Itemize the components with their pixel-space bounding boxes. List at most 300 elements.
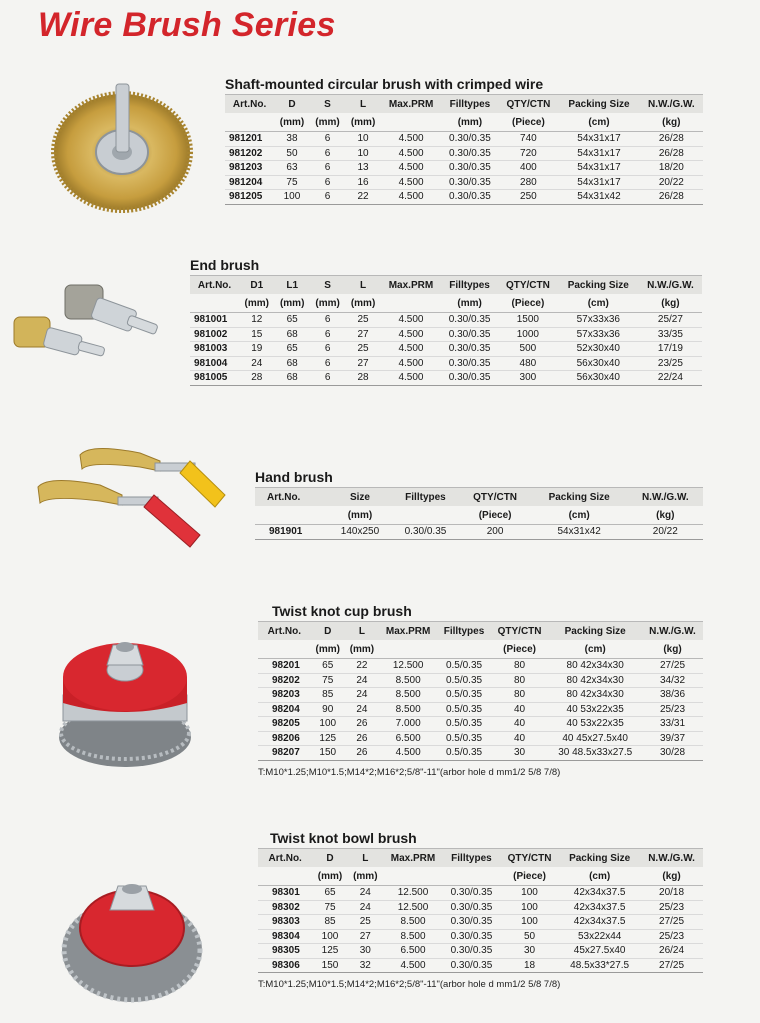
column-header: L <box>345 622 379 641</box>
section-title: Twist knot cup brush <box>272 603 412 619</box>
section-end-brush <box>190 255 702 386</box>
table-cell: 25/23 <box>640 929 703 944</box>
table-cell: 26/28 <box>640 146 703 161</box>
table-cell: 24 <box>239 356 274 371</box>
table-cell: 63 <box>274 161 310 176</box>
table-cell: 6 <box>310 161 346 176</box>
unit-label: (Piece) <box>500 867 559 886</box>
unit-label: (mm) <box>345 113 381 132</box>
table-cell: 26 <box>345 717 379 732</box>
table-cell: 0.5/0.35 <box>437 717 491 732</box>
table-cell: 6 <box>310 342 345 357</box>
table-cell: 30/28 <box>642 746 703 761</box>
table-cell: 65 <box>312 886 347 901</box>
table-cell: 7.000 <box>379 717 437 732</box>
spec-table <box>225 94 703 205</box>
table-cell: 25/27 <box>639 313 702 328</box>
table-row <box>190 327 702 342</box>
unit-label: (cm) <box>559 867 640 886</box>
table-units-row <box>225 113 703 132</box>
column-header: Max.PRM <box>381 95 442 114</box>
table-cell: 140x250 <box>328 525 391 540</box>
table-cell: 6 <box>310 313 345 328</box>
table-cell: 27 <box>348 929 383 944</box>
unit-label: (cm) <box>548 640 642 659</box>
table-cell: 24 <box>345 688 379 703</box>
column-header: N.W./G.W. <box>640 95 703 114</box>
table-row <box>225 146 703 161</box>
table-cell: 100 <box>274 190 310 205</box>
section-title: Hand brush <box>255 469 333 485</box>
table-cell: 65 <box>274 313 309 328</box>
table-row <box>225 132 703 147</box>
table-cell: 27/25 <box>640 915 703 930</box>
section-cup-brush <box>258 601 703 778</box>
column-header: Filltypes <box>441 276 498 295</box>
table-cell: 400 <box>498 161 558 176</box>
table-cell: 90 <box>311 702 345 717</box>
table-cell: 4.500 <box>381 146 442 161</box>
table-cell: 12.500 <box>383 886 443 901</box>
unit-label: (mm) <box>310 294 345 313</box>
table-cell: 45x27.5x40 <box>559 944 640 959</box>
table-cell: 0.30/0.35 <box>441 146 498 161</box>
unit-label <box>391 506 459 525</box>
table-cell: 54x31x17 <box>558 132 639 147</box>
table-cell: 57x33x36 <box>558 313 639 328</box>
table-cell: 24 <box>345 673 379 688</box>
table-header-row <box>258 622 703 641</box>
page-title: Wire Brush Series <box>38 6 336 44</box>
column-header: QTY/CTN <box>459 488 530 507</box>
column-header: N.W./G.W. <box>639 276 702 295</box>
table-cell: 720 <box>498 146 558 161</box>
table-cell: 26/28 <box>640 190 703 205</box>
table-cell: 68 <box>274 356 309 371</box>
art-no-cell: 981202 <box>225 146 274 161</box>
spec-table <box>258 621 703 761</box>
unit-label: (kg) <box>642 640 703 659</box>
column-header: S <box>310 95 346 114</box>
table-cell: 12 <box>239 313 274 328</box>
table-cell: 4.500 <box>381 190 442 205</box>
art-no-cell: 98205 <box>258 717 311 732</box>
art-no-cell: 981003 <box>190 342 239 357</box>
table-cell: 28 <box>239 371 274 386</box>
table-cell: 480 <box>498 356 558 371</box>
unit-label: (Piece) <box>459 506 530 525</box>
section-bowl-brush <box>258 828 703 990</box>
column-header: Packing Size <box>531 488 628 507</box>
art-no-cell: 981201 <box>225 132 274 147</box>
art-no-cell: 98304 <box>258 929 312 944</box>
unit-label: (cm) <box>531 506 628 525</box>
table-cell: 300 <box>498 371 558 386</box>
column-header: L <box>345 276 380 295</box>
table-cell: 8.500 <box>383 915 443 930</box>
table-cell: 30 48.5x33x27.5 <box>548 746 642 761</box>
table-cell: 42x34x37.5 <box>559 886 640 901</box>
art-no-cell: 98204 <box>258 702 311 717</box>
unit-label: (Piece) <box>498 113 558 132</box>
table-cell: 6.500 <box>379 731 437 746</box>
table-cell: 200 <box>459 525 530 540</box>
unit-label: (mm) <box>328 506 391 525</box>
table-cell: 6 <box>310 132 346 147</box>
table-cell: 85 <box>311 688 345 703</box>
column-header: Packing Size <box>559 849 640 868</box>
table-cell: 0.30/0.35 <box>443 929 500 944</box>
art-no-cell: 981204 <box>225 175 274 190</box>
unit-label: (kg) <box>640 867 703 886</box>
unit-label <box>379 640 437 659</box>
table-cell: 42x34x37.5 <box>559 900 640 915</box>
column-header: L <box>345 95 381 114</box>
table-cell: 24 <box>348 900 383 915</box>
table-row <box>258 929 703 944</box>
table-cell: 75 <box>311 673 345 688</box>
table-cell: 100 <box>500 886 559 901</box>
twist-knot-cup-brush-image <box>55 625 195 775</box>
table-cell: 0.30/0.35 <box>441 313 498 328</box>
table-cell: 39/37 <box>642 731 703 746</box>
table-row <box>190 371 702 386</box>
table-cell: 125 <box>311 731 345 746</box>
table-cell: 0.30/0.35 <box>441 161 498 176</box>
section-title: End brush <box>190 257 260 273</box>
table-cell: 24 <box>348 886 383 901</box>
art-no-cell: 98303 <box>258 915 312 930</box>
table-cell: 32 <box>348 958 383 973</box>
table-cell: 4.500 <box>381 175 442 190</box>
unit-label <box>255 506 328 525</box>
table-cell: 25 <box>345 342 380 357</box>
unit-label: (mm) <box>310 113 346 132</box>
table-cell: 8.500 <box>379 702 437 717</box>
unit-label: (mm) <box>345 640 379 659</box>
unit-label <box>225 113 274 132</box>
table-cell: 16 <box>345 175 381 190</box>
column-header: D <box>311 622 345 641</box>
column-header: L <box>348 849 383 868</box>
table-header-row <box>258 849 703 868</box>
table-cell: 4.500 <box>381 327 441 342</box>
table-header-row <box>190 276 702 295</box>
unit-label <box>381 294 441 313</box>
table-cell: 0.5/0.35 <box>437 731 491 746</box>
table-cell: 23/25 <box>639 356 702 371</box>
table-cell: 28 <box>345 371 380 386</box>
table-cell: 27/25 <box>642 659 703 674</box>
table-cell: 0.30/0.35 <box>441 371 498 386</box>
table-cell: 68 <box>274 371 309 386</box>
section-title: Shaft-mounted circular brush with crimped wire <box>225 76 544 92</box>
table-cell: 33/31 <box>642 717 703 732</box>
table-row <box>258 673 703 688</box>
table-header-row <box>255 488 703 507</box>
art-no-cell: 98305 <box>258 944 312 959</box>
table-cell: 54x31x17 <box>558 146 639 161</box>
table-cell: 42x34x37.5 <box>559 915 640 930</box>
column-header: Art.No. <box>225 95 274 114</box>
table-row <box>258 900 703 915</box>
table-cell: 26 <box>345 746 379 761</box>
column-header: Max.PRM <box>381 276 441 295</box>
table-cell: 8.500 <box>383 929 443 944</box>
column-header: S <box>310 276 345 295</box>
table-cell: 30 <box>500 944 559 959</box>
unit-label: (Piece) <box>498 294 558 313</box>
spec-table <box>258 848 703 973</box>
table-cell: 25/23 <box>642 702 703 717</box>
table-cell: 250 <box>498 190 558 205</box>
table-cell: 100 <box>312 929 347 944</box>
table-row <box>225 161 703 176</box>
table-cell: 10 <box>345 146 381 161</box>
table-cell: 8.500 <box>379 688 437 703</box>
unit-label: (mm) <box>239 294 274 313</box>
column-header: Max.PRM <box>383 849 443 868</box>
table-row <box>258 659 703 674</box>
table-cell: 10 <box>345 132 381 147</box>
unit-label: (cm) <box>558 294 639 313</box>
table-cell: 15 <box>239 327 274 342</box>
unit-label: (mm) <box>348 867 383 886</box>
table-cell: 0.5/0.35 <box>437 746 491 761</box>
table-cell: 0.30/0.35 <box>443 915 500 930</box>
column-header: QTY/CTN <box>491 622 549 641</box>
table-cell: 22 <box>345 659 379 674</box>
table-cell: 26/24 <box>640 944 703 959</box>
column-header: Filltypes <box>441 95 498 114</box>
unit-label <box>190 294 239 313</box>
table-cell: 40 53x22x35 <box>548 717 642 732</box>
table-cell: 56x30x40 <box>558 371 639 386</box>
end-brush-image <box>10 275 170 385</box>
circular-wire-brush-image <box>50 80 200 215</box>
table-cell: 6 <box>310 146 346 161</box>
unit-label <box>437 640 491 659</box>
table-cell: 6 <box>310 190 346 205</box>
table-units-row <box>258 640 703 659</box>
column-header: Packing Size <box>558 276 639 295</box>
art-no-cell: 98306 <box>258 958 312 973</box>
table-cell: 40 <box>491 702 549 717</box>
table-row <box>190 356 702 371</box>
section-hand-brush <box>255 467 703 540</box>
art-no-cell: 98206 <box>258 731 311 746</box>
column-header: Art.No. <box>255 488 328 507</box>
table-cell: 0.5/0.35 <box>437 659 491 674</box>
table-cell: 24 <box>345 702 379 717</box>
table-cell: 57x33x36 <box>558 327 639 342</box>
table-cell: 54x31x17 <box>558 161 639 176</box>
table-row <box>225 175 703 190</box>
table-row <box>258 944 703 959</box>
table-cell: 0.30/0.35 <box>443 900 500 915</box>
table-cell: 40 <box>491 731 549 746</box>
column-header: Art.No. <box>190 276 239 295</box>
table-cell: 4.500 <box>381 161 442 176</box>
column-header: L1 <box>274 276 309 295</box>
table-cell: 0.30/0.35 <box>443 944 500 959</box>
table-cell: 40 <box>491 717 549 732</box>
column-header: Filltypes <box>437 622 491 641</box>
table-cell: 54x31x17 <box>558 175 639 190</box>
column-header: Size <box>328 488 391 507</box>
table-cell: 54x31x42 <box>558 190 639 205</box>
hand-brush-image <box>30 435 230 560</box>
art-no-cell: 981004 <box>190 356 239 371</box>
art-no-cell: 981005 <box>190 371 239 386</box>
table-cell: 20/18 <box>640 886 703 901</box>
table-cell: 27/25 <box>640 958 703 973</box>
table-cell: 26/28 <box>640 132 703 147</box>
table-cell: 0.30/0.35 <box>441 132 498 147</box>
table-cell: 52x30x40 <box>558 342 639 357</box>
spec-table <box>190 275 702 386</box>
table-cell: 34/32 <box>642 673 703 688</box>
table-cell: 40 45x27.5x40 <box>548 731 642 746</box>
table-cell: 1000 <box>498 327 558 342</box>
table-cell: 27 <box>345 356 380 371</box>
column-header: Filltypes <box>391 488 459 507</box>
table-cell: 4.500 <box>381 132 442 147</box>
unit-label <box>258 640 311 659</box>
table-units-row <box>258 867 703 886</box>
table-cell: 150 <box>311 746 345 761</box>
art-no-cell: 98202 <box>258 673 311 688</box>
table-cell: 4.500 <box>381 356 441 371</box>
table-cell: 0.30/0.35 <box>441 175 498 190</box>
unit-label <box>443 867 500 886</box>
table-row <box>258 731 703 746</box>
table-row <box>258 702 703 717</box>
table-cell: 22 <box>345 190 381 205</box>
column-header: N.W./G.W. <box>642 622 703 641</box>
table-row <box>258 717 703 732</box>
column-header: QTY/CTN <box>498 95 558 114</box>
column-header: Packing Size <box>548 622 642 641</box>
table-cell: 0.30/0.35 <box>443 886 500 901</box>
unit-label <box>381 113 442 132</box>
column-header: Art.No. <box>258 622 311 641</box>
table-cell: 38 <box>274 132 310 147</box>
unit-label <box>258 867 312 886</box>
table-cell: 12.500 <box>383 900 443 915</box>
table-header-row <box>225 95 703 114</box>
column-header: QTY/CTN <box>498 276 558 295</box>
table-cell: 0.30/0.35 <box>441 190 498 205</box>
table-cell: 20/22 <box>640 175 703 190</box>
table-cell: 80 42x34x30 <box>548 688 642 703</box>
table-units-row <box>255 506 703 525</box>
table-row <box>258 915 703 930</box>
twist-knot-bowl-brush-image <box>60 858 210 1008</box>
table-cell: 75 <box>312 900 347 915</box>
section-title: Twist knot bowl brush <box>270 830 417 846</box>
table-cell: 65 <box>274 342 309 357</box>
table-cell: 18/20 <box>640 161 703 176</box>
table-cell: 50 <box>500 929 559 944</box>
column-header: Packing Size <box>558 95 639 114</box>
art-no-cell: 98207 <box>258 746 311 761</box>
table-cell: 4.500 <box>381 313 441 328</box>
table-cell: 54x31x42 <box>531 525 628 540</box>
column-header: D <box>274 95 310 114</box>
column-header: Max.PRM <box>379 622 437 641</box>
table-cell: 27 <box>345 327 380 342</box>
unit-label: (mm) <box>274 113 310 132</box>
table-cell: 85 <box>312 915 347 930</box>
column-header: D1 <box>239 276 274 295</box>
table-cell: 0.30/0.35 <box>441 327 498 342</box>
unit-label: (mm) <box>441 113 498 132</box>
table-cell: 8.500 <box>379 673 437 688</box>
unit-label: (kg) <box>628 506 703 525</box>
table-cell: 38/36 <box>642 688 703 703</box>
arbor-note: T:M10*1.25;M10*1.5;M14*2;M16*2;5/8"-11"(arbor hole d mm1/2 5/8 7/8) <box>258 979 561 990</box>
table-cell: 4.500 <box>379 746 437 761</box>
table-cell: 80 42x34x30 <box>548 659 642 674</box>
art-no-cell: 98201 <box>258 659 311 674</box>
art-no-cell: 98203 <box>258 688 311 703</box>
column-header: D <box>312 849 347 868</box>
art-no-cell: 981901 <box>255 525 328 540</box>
unit-label: (mm) <box>312 867 347 886</box>
table-cell: 100 <box>500 915 559 930</box>
table-cell: 4.500 <box>381 342 441 357</box>
column-header: N.W./G.W. <box>640 849 703 868</box>
column-header: QTY/CTN <box>500 849 559 868</box>
art-no-cell: 981002 <box>190 327 239 342</box>
table-cell: 6 <box>310 356 345 371</box>
table-cell: 25/23 <box>640 900 703 915</box>
table-cell: 30 <box>348 944 383 959</box>
table-cell: 4.500 <box>383 958 443 973</box>
table-cell: 0.5/0.35 <box>437 673 491 688</box>
table-cell: 6 <box>310 327 345 342</box>
art-no-cell: 98301 <box>258 886 312 901</box>
table-cell: 25 <box>345 313 380 328</box>
table-cell: 33/35 <box>639 327 702 342</box>
table-row <box>258 746 703 761</box>
table-cell: 80 <box>491 688 549 703</box>
table-cell: 13 <box>345 161 381 176</box>
table-cell: 125 <box>312 944 347 959</box>
table-cell: 75 <box>274 175 310 190</box>
art-no-cell: 981203 <box>225 161 274 176</box>
table-cell: 0.30/0.35 <box>443 958 500 973</box>
table-cell: 19 <box>239 342 274 357</box>
table-cell: 1500 <box>498 313 558 328</box>
table-row <box>255 525 703 540</box>
art-no-cell: 981001 <box>190 313 239 328</box>
table-cell: 22/24 <box>639 371 702 386</box>
table-cell: 30 <box>491 746 549 761</box>
column-header: Filltypes <box>443 849 500 868</box>
section-circular-brush <box>225 74 703 205</box>
table-cell: 0.30/0.35 <box>441 356 498 371</box>
unit-label: (mm) <box>345 294 380 313</box>
art-no-cell: 98302 <box>258 900 312 915</box>
arbor-note: T:M10*1.25;M10*1.5;M14*2;M16*2;5/8"-11"(arbor hole d mm1/2 5/8 7/8) <box>258 766 561 778</box>
table-row <box>190 342 702 357</box>
art-no-cell: 981205 <box>225 190 274 205</box>
table-cell: 6 <box>310 371 345 386</box>
table-row <box>258 958 703 973</box>
spec-table <box>255 487 703 540</box>
